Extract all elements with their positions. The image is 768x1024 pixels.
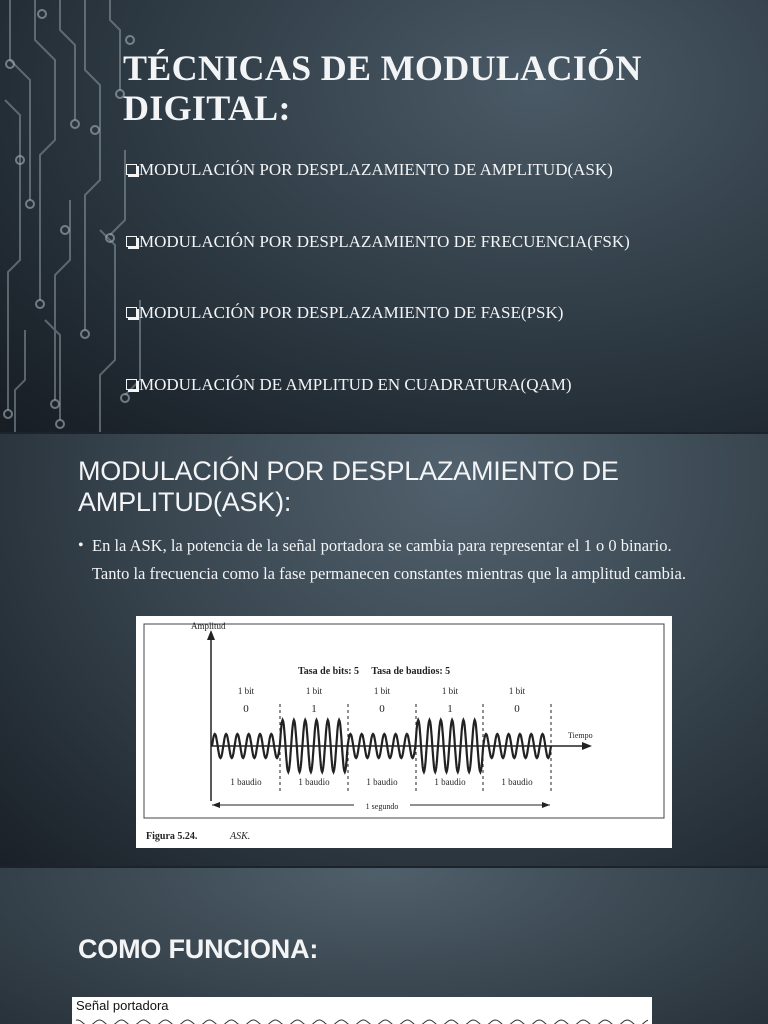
title-line-2: DIGITAL: [123,88,291,128]
slide-how-it-works [0,868,768,1024]
list-item-ask [126,160,613,180]
bit-value: 0 [514,703,520,715]
ask-figure [136,616,672,848]
list-item-text: MODULACIÓN POR DESPLAZAMIENTO DE FASE(PSK) [139,303,564,322]
list-item-psk [126,303,563,323]
list-item-text: MODULACIÓN POR DESPLAZAMIENTO DE AMPLITUD(ASK) [139,160,613,179]
bit-value: 0 [243,703,249,715]
slide-ask [0,434,768,866]
carrier-label: Señal portadora [76,998,169,1013]
title-line-1: MODULACIÓN POR DESPLAZAMIENTO DE [78,456,619,486]
bit-label: 1 bit [237,686,255,696]
baud-label: 1 baudio [366,777,398,787]
slide-modulation-techniques [0,0,768,432]
checkbox-square-icon [126,307,137,318]
slide-title [123,48,642,128]
checkbox-square-icon [126,164,137,175]
figure-caption-text: ASK. [230,831,251,842]
x-axis-label: Tiempo [568,731,593,740]
ask-waveform [212,720,551,772]
bullet-dot-icon: • [78,537,84,554]
checkbox-square-icon [126,379,137,390]
y-axis-label: Amplitud [191,621,226,631]
baud-label: 1 baudio [298,777,330,787]
duration-label: 1 segundo [365,802,399,811]
bit-value: 0 [379,703,385,715]
bit-label: 1 bit [508,686,526,696]
bit-label: 1 bit [305,686,323,696]
bit-label: 1 bit [373,686,391,696]
slide-title: COMO FUNCIONA: [78,934,319,964]
paragraph-text: En la ASK, la potencia de la señal portadora se cambia para representar el 1 o 0 binario. Tanto la frecuencia como la fase permanecen constantes mientras que la amplitud cambia. [92,536,686,583]
figure-caption-number: Figura 5.24. [146,831,198,842]
ask-description [78,532,708,588]
carrier-signal-figure [72,997,652,1024]
list-item-qam [126,375,572,395]
list-item-text: MODULACIÓN POR DESPLAZAMIENTO DE FRECUENCIA(FSK) [139,232,630,251]
bit-value: 1 [447,703,453,715]
list-item-text: MODULACIÓN DE AMPLITUD EN CUADRATURA(QAM) [139,375,572,394]
list-item-fsk [126,232,630,252]
bit-label: 1 bit [441,686,459,696]
baud-label: 1 baudio [434,777,466,787]
carrier-waveform [76,1020,648,1024]
baud-label: 1 baudio [501,777,533,787]
checkbox-square-icon [126,236,137,247]
slide-title [78,456,619,518]
rates-label: Tasa de bits: 5 Tasa de baudios: 5 [298,666,451,677]
baud-label: 1 baudio [230,777,262,787]
title-line-1: TÉCNICAS DE MODULACIÓN [123,48,642,88]
bit-value: 1 [311,703,317,715]
title-line-2: AMPLITUD(ASK): [78,487,292,517]
